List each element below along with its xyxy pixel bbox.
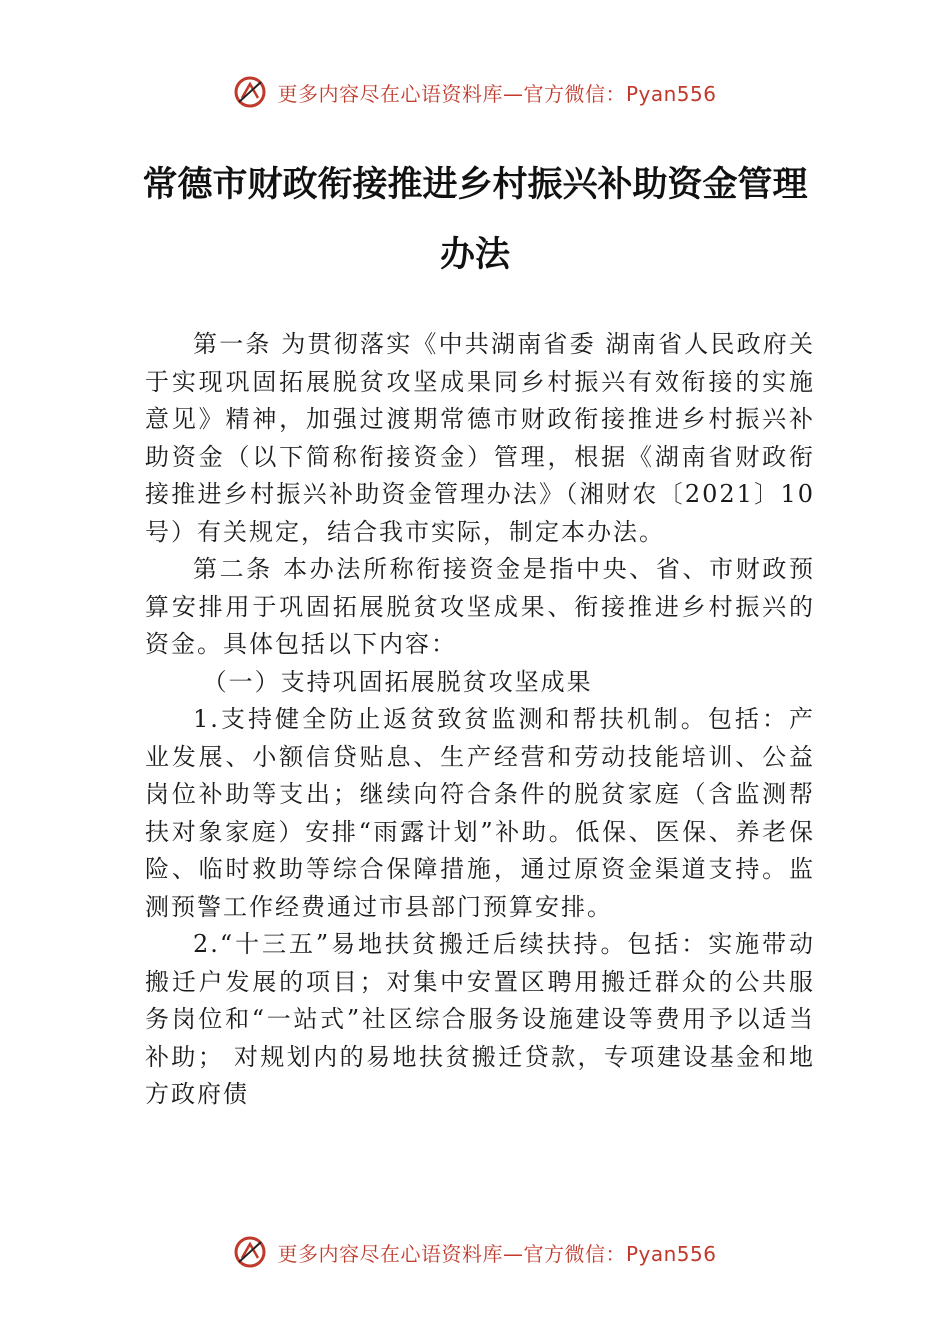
paragraph-article-2: 第二条 本办法所称衔接资金是指中央、省、市财政预算安排用于巩固拓展脱贫攻坚成果、衔接推进乡村振兴的资金。具体包括以下内容： xyxy=(145,555,815,658)
banner-text: 更多内容尽在心语资料库—官方微信：Pyan556 xyxy=(277,81,717,106)
paragraph-article-1: 第一条 为贯彻落实《中共湖南省委 湖南省人民政府关于实现巩固拓展脱贫攻坚成果同乡村振兴有效衔接的实施意见》精神，加强过渡期常德市财政衔接推进乡村振兴补助资金（以下简称衔接资金）管理，根据《湖南省财政衔接推进乡村振兴补助资金管理办法》（湘财农〔2021〕10 号）有关规定，结合我市实际，制定本办法。 xyxy=(145,330,815,546)
top-banner xyxy=(0,70,950,114)
paragraph-item-2: 2.“十三五”易地扶贫搬迁后续扶持。包括：实施带动搬迁户发展的项目；对集中安置区聘用搬迁群众的公共服务岗位和“一站式”社区综合服务设施建设等费用予以适当补助； 对规划内的易地扶贫搬迁贷款，专项建设基金和地方政府债 xyxy=(145,930,815,1108)
bottom-banner xyxy=(0,1230,950,1274)
paragraph-item-1: 1.支持健全防止返贫致贫监测和帮扶机制。包括：产业发展、小额信贷贴息、生产经营和劳动技能培训、公益岗位补助等支出；继续向符合条件的脱贫家庭（含监测帮扶对象家庭）安排“雨露计划”补助。低保、医保、养老保险、临时救助等综合保障措施，通过原资金渠道支持。监测预警工作经费通过市县部门预算安排。 xyxy=(145,705,815,921)
document-body xyxy=(145,326,815,1114)
logo-icon xyxy=(233,1235,267,1269)
banner-text: 更多内容尽在心语资料库—官方微信：Pyan556 xyxy=(277,1241,717,1266)
logo-icon xyxy=(233,75,267,109)
section-heading-1: （一）支持巩固拓展脱贫攻坚成果 xyxy=(202,667,593,696)
document-title: 常德市财政衔接推进乡村振兴补助资金管理办法 xyxy=(142,165,808,275)
